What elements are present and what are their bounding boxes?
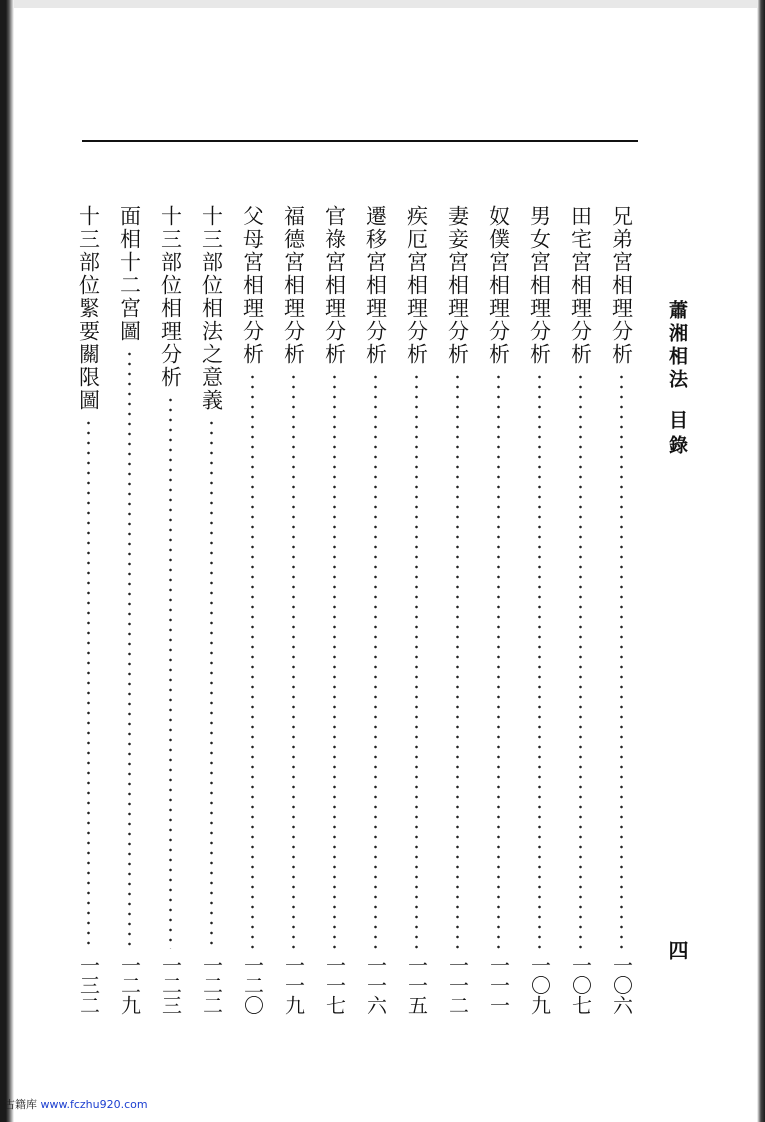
toc-entry (485, 205, 511, 1015)
toc-entry (116, 205, 142, 1015)
toc-dot-leader (579, 372, 582, 949)
book-title: 蕭湘相法 (666, 300, 688, 392)
toc-entry-page: 一〇九 (527, 955, 552, 1015)
toc-entry-page: 一三二 (76, 955, 101, 1015)
toc-dot-leader (374, 372, 377, 949)
toc-entry (198, 205, 224, 1015)
toc-entry-title: 十三部位相理分析 (158, 205, 183, 389)
toc-dot-leader (456, 372, 459, 949)
toc-entry-page: 一一一 (486, 955, 511, 1015)
toc-entry (526, 205, 552, 1015)
toc-dot-leader (497, 372, 500, 949)
page-number: 四 (665, 940, 689, 960)
page-top-edge (0, 0, 765, 8)
toc-entry-page: 一〇六 (609, 955, 634, 1015)
toc-entry-title: 兄弟宮相理分析 (609, 205, 634, 366)
toc-entry (157, 205, 183, 1015)
toc-entry (75, 205, 101, 1015)
toc-entry-page: 一二二 (199, 955, 224, 1015)
header-rule (82, 140, 638, 142)
toc-entry (321, 205, 347, 1015)
toc-dot-leader (333, 372, 336, 949)
site-watermark (4, 1096, 148, 1112)
toc-entry-title: 遷移宮相理分析 (363, 205, 388, 366)
toc-entry-title: 十三部位緊要關限圖 (76, 205, 101, 412)
toc-entry-title: 奴僕宮相理分析 (486, 205, 511, 366)
toc-entry-title: 妻妾宮相理分析 (445, 205, 470, 366)
watermark-url: www.fczhu920.com (40, 1098, 148, 1111)
toc-entry-page: 一一二 (445, 955, 470, 1015)
toc-dot-leader (620, 372, 623, 949)
toc-entry (444, 205, 470, 1015)
toc-entry-title: 福德宮相理分析 (281, 205, 306, 366)
toc-entry (567, 205, 593, 1015)
toc-dot-leader (210, 418, 213, 949)
section-title: 目錄 (666, 410, 688, 460)
toc-entry (608, 205, 634, 1015)
toc-entry (239, 205, 265, 1015)
toc-entry-title: 男女宮相理分析 (527, 205, 552, 366)
toc-dot-leader (251, 372, 254, 949)
toc-entry-page: 一二〇 (240, 955, 265, 1015)
toc-entry-page: 一二三 (158, 955, 183, 1015)
toc-entry (362, 205, 388, 1015)
toc-entry-page: 一二九 (117, 955, 142, 1015)
toc-entry-page: 一一五 (404, 955, 429, 1015)
toc-dot-leader (415, 372, 418, 949)
toc-entry-title: 官祿宮相理分析 (322, 205, 347, 366)
toc-entry (403, 205, 429, 1015)
toc-entry-page: 一一九 (281, 955, 306, 1015)
toc-entry-page: 一〇七 (568, 955, 593, 1015)
toc-dot-leader (169, 395, 172, 949)
toc-entry-title: 疾厄宮相理分析 (404, 205, 429, 366)
watermark-site-name: 古籍库 (4, 1098, 37, 1111)
toc-entry-page: 一一六 (363, 955, 388, 1015)
toc-entry-title: 面相十二宮圖 (117, 205, 142, 343)
toc-dot-leader (538, 372, 541, 949)
toc-entry-page: 一一七 (322, 955, 347, 1015)
page-right-edge (757, 0, 765, 1122)
toc-entry-title: 田宅宮相理分析 (568, 205, 593, 366)
toc-entry-title: 十三部位相法之意義 (199, 205, 224, 412)
toc-dot-leader (292, 372, 295, 949)
toc-dot-leader (87, 418, 90, 949)
page-left-edge (0, 0, 14, 1122)
toc-entry (280, 205, 306, 1015)
toc-dot-leader (128, 349, 131, 949)
toc-entry-title: 父母宮相理分析 (240, 205, 265, 366)
